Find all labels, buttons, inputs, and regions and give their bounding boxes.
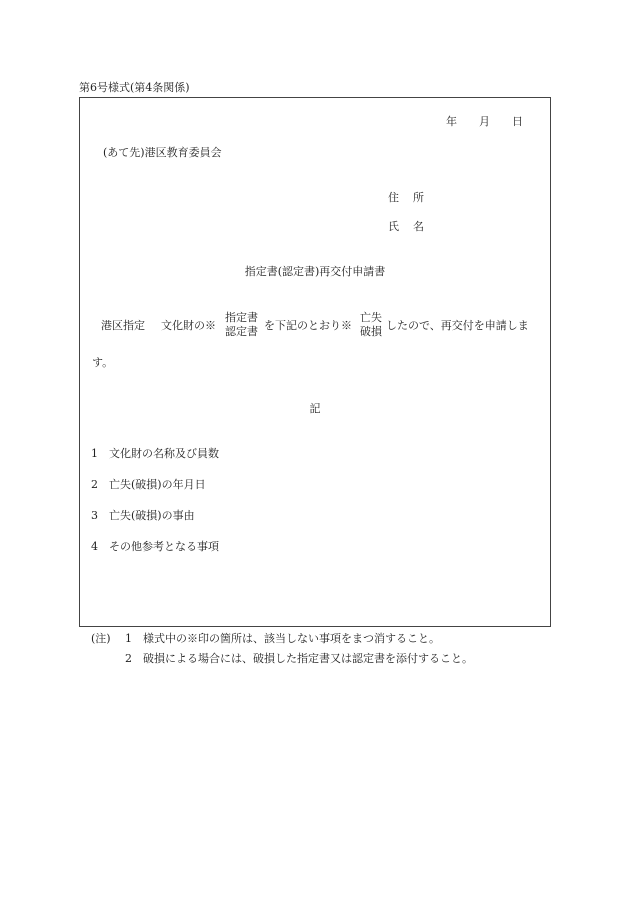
note-text: 様式中の※印の箇所は、該当しない事項をまつ消すること。 bbox=[143, 632, 440, 645]
ki-heading: 記 bbox=[309, 402, 321, 415]
choice-certificate-stack bbox=[225, 311, 258, 339]
body-part-cultural-property: 文化財の※ bbox=[161, 319, 216, 332]
note-number: 1 bbox=[125, 632, 132, 645]
day-label: 日 bbox=[512, 115, 523, 128]
item-text: その他参考となる事項 bbox=[109, 540, 219, 553]
name-label bbox=[388, 221, 424, 232]
body-part-as-follows: を下記のとおり※ bbox=[264, 319, 352, 332]
note-number: 2 bbox=[125, 652, 132, 665]
note-label: (注) bbox=[91, 632, 111, 645]
choice-recognition-certificate: 認定書 bbox=[225, 325, 258, 338]
body-part-request: したので、再交付を申請しま bbox=[386, 319, 529, 332]
note-text: 破損による場合には、破損した指定書又は認定書を添付すること。 bbox=[143, 652, 473, 665]
item-text: 亡失(破損)の年月日 bbox=[109, 478, 206, 491]
address-label-char-2: 所 bbox=[413, 191, 424, 204]
item-number: 1 bbox=[91, 447, 98, 460]
item-number: 2 bbox=[91, 478, 98, 491]
choice-designation-certificate: 指定書 bbox=[225, 311, 258, 324]
item-text: 亡失(破損)の事由 bbox=[109, 509, 195, 522]
form-number-title: 第6号様式(第4条関係) bbox=[79, 81, 190, 94]
body-continuation: す。 bbox=[92, 356, 114, 369]
document-title: 指定書(認定書)再交付申請書 bbox=[244, 265, 386, 278]
item-number: 3 bbox=[91, 509, 98, 522]
list-item bbox=[91, 448, 219, 459]
choice-reason-stack bbox=[360, 311, 382, 339]
list-item bbox=[91, 510, 195, 521]
choice-damaged: 破損 bbox=[360, 325, 382, 338]
item-number: 4 bbox=[91, 540, 98, 553]
list-item bbox=[91, 479, 206, 490]
name-label-char-1: 氏 bbox=[388, 220, 399, 233]
list-item bbox=[91, 541, 219, 552]
address-label-char-1: 住 bbox=[388, 191, 399, 204]
note-entry-2 bbox=[125, 653, 473, 664]
choice-lost: 亡失 bbox=[360, 311, 382, 324]
address-label bbox=[388, 192, 424, 203]
year-label: 年 bbox=[446, 115, 457, 128]
item-text: 文化財の名称及び員数 bbox=[109, 447, 219, 460]
month-label: 月 bbox=[479, 115, 490, 128]
addressee: (あて先)港区教育委員会 bbox=[103, 146, 222, 159]
note-entry-1 bbox=[91, 633, 440, 644]
name-label-char-2: 名 bbox=[413, 220, 424, 233]
date-line bbox=[446, 116, 523, 127]
body-part-designation: 港区指定 bbox=[101, 319, 145, 332]
